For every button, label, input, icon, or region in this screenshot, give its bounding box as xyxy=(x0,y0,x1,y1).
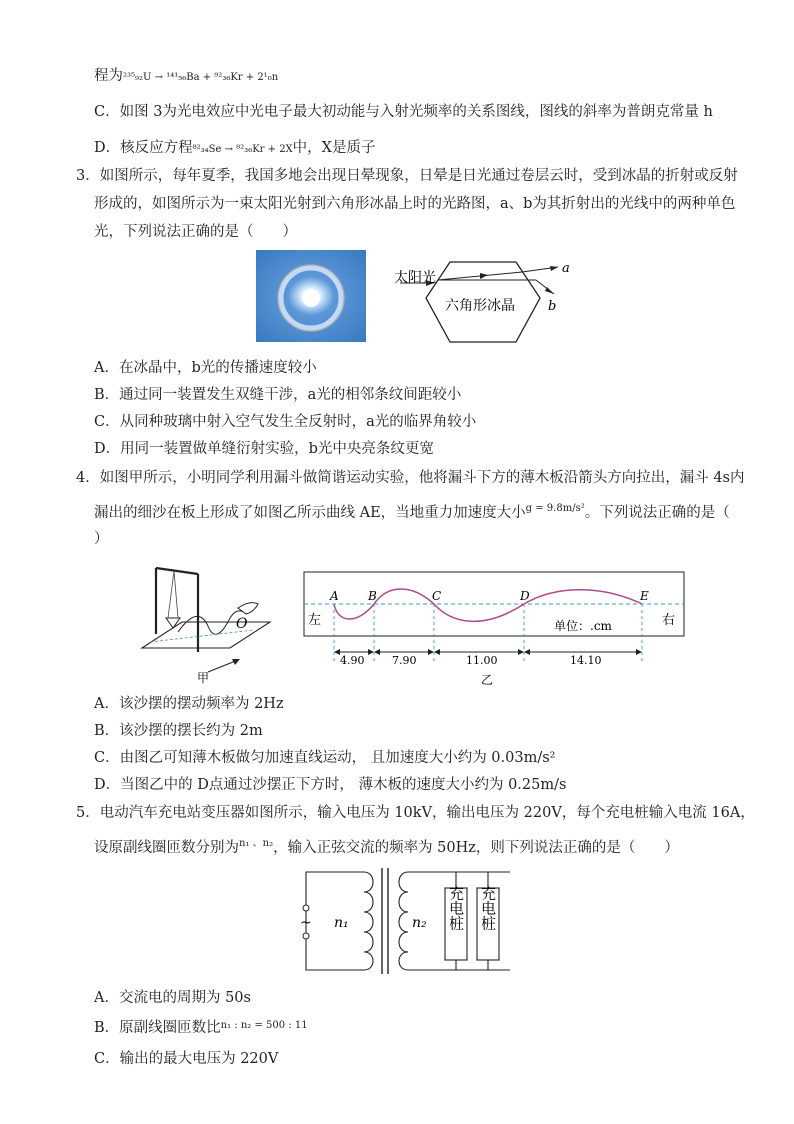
q4-g-value: g = 9.8m/s² xyxy=(525,503,585,514)
point-E: E xyxy=(640,589,649,603)
q2-reaction-line: 程为²³⁵₉₂U → ¹⁴¹₅₆Ba + ⁹²₃₆Kr + 2¹₀n xyxy=(94,68,279,84)
q5-option-a: A．交流电的周期为 50s xyxy=(94,990,251,1006)
q5-option-c: C．输出的最大电压为 220V xyxy=(94,1051,279,1067)
arrow-icon xyxy=(480,273,488,279)
q4-figure-yi xyxy=(300,566,690,690)
q2-option-c: C．如图 3为光电效应中光电子最大初动能与入射光频率的关系图线，图线的斜率为普朗克常量 h xyxy=(94,104,713,120)
segment-BC: 7.90 xyxy=(392,654,417,667)
label-sunlight: 太阳光 xyxy=(394,270,436,286)
q3-stem-line3: 光，下列说法正确的是（ ） xyxy=(94,224,297,240)
q3-crystal-diagram xyxy=(390,250,590,350)
sand-curve xyxy=(334,589,642,621)
q4-option-b: B．该沙摆的摆长约为 2m xyxy=(94,723,263,739)
label-pile-2: 充电桩 xyxy=(479,885,497,931)
sand-trace xyxy=(178,611,244,634)
q4-stem-line2: 漏出的细沙在板上形成了如图乙所示曲线 AE，当地重力加速度大小$^{g = 9.8m/s^2}$。下列说法正确的是（ xyxy=(94,503,730,521)
label-b: b xyxy=(548,299,557,314)
q4-option-c: C．由图乙可知薄木板做匀加速直线运动， 且加速度大小约为 0.03m/s² xyxy=(94,750,556,766)
q5-ratio-equation: n₁ : n₂ = 500 : 11 xyxy=(220,1020,308,1031)
q3-option-b: B．通过同一装置发生双缝干涉，a光的相邻条纹间距较小 xyxy=(94,387,462,403)
label-a: a xyxy=(562,261,570,276)
terminal-bottom xyxy=(303,933,309,939)
label-crystal: 六角形冰晶 xyxy=(445,298,515,314)
label-jia: 甲 xyxy=(197,671,210,685)
wooden-board xyxy=(142,622,270,648)
q5-stem-line2: 设原副线圈匝数分别为$^{n_1 、n_2}$，输入正弦交流的频率为 50Hz，则下列说法正确的是（ ） xyxy=(94,838,679,856)
q2-reaction-equation: ²³⁵₉₂U → ¹⁴¹₅₆Ba + ⁹²₃₆Kr + 2¹₀n xyxy=(123,72,279,83)
q4-stem-line1: 4．如图甲所示，小明同学利用漏斗做简谐运动实验，他将漏斗下方的薄木板沿箭头方向拉出，漏斗 4s内 xyxy=(76,470,745,486)
point-D: D xyxy=(520,589,530,603)
q2-optd-equation: ⁸²₃₄Se → ⁸²₃₆Kr + 2X xyxy=(192,144,293,155)
point-C: C xyxy=(432,589,442,603)
label-yi: 乙 xyxy=(481,673,494,687)
q3-option-c: C．从同种玻璃中射入空气发生全反射时，a光的临界角较小 xyxy=(94,414,477,430)
stand-top xyxy=(156,568,198,574)
hand-icon xyxy=(238,603,258,614)
point-B: B xyxy=(368,589,377,603)
segment-AB: 4.90 xyxy=(340,654,365,667)
q3-stem-line1: 3．如图所示，每年夏季，我国多地会出现日晕现象，日晕是日光通过卷层云时，受到冰晶的折射或反射 xyxy=(76,168,738,184)
terminal-top xyxy=(303,905,309,911)
q3-option-d: D．用同一装置做单缝衍射实验，b光中央亮条纹更宽 xyxy=(94,441,434,457)
q4-option-a: A．该沙摆的摆动频率为 2Hz xyxy=(94,696,284,712)
q3-stem-line2: 形成的，如图所示为一束太阳光射到六角形冰晶上时的光路图，a、b为其折射出的光线中的两种单色 xyxy=(94,196,736,212)
label-right: 右 xyxy=(662,613,676,628)
ac-source-symbol: ~ xyxy=(300,915,312,931)
q4-stem-line3: ） xyxy=(94,531,109,547)
q3-halo-photo xyxy=(256,250,366,342)
q2-option-d: D．核反应方程⁸²₃₄Se → ⁸²₃₆Kr + 2X中，X是质子 xyxy=(94,140,376,156)
segment-DE: 14.10 xyxy=(570,654,602,667)
label-n1: n₁ xyxy=(334,915,349,931)
q5-stem-line1: 5．电动汽车充电站变压器如图所示，输入电压为 10kV，输出电压为 220V，每个充电桩输入电流 16A， xyxy=(76,805,755,821)
primary-coil xyxy=(364,872,373,970)
q3-option-a: A．在冰晶中，b光的传播速度较小 xyxy=(94,360,317,376)
secondary-coil xyxy=(399,872,408,970)
label-O: O xyxy=(236,616,248,632)
q5-transformer-diagram xyxy=(298,864,518,978)
segment-CD: 11.00 xyxy=(466,654,498,667)
q4-option-d: D．当图乙中的 D点通过沙摆正下方时， 薄木板的速度大小约为 0.25m/s xyxy=(94,777,567,793)
label-pile-1: 充电桩 xyxy=(447,885,465,931)
label-n2: n₂ xyxy=(412,915,427,931)
label-unit: 单位：.cm xyxy=(554,619,612,633)
label-left: 左 xyxy=(308,613,322,628)
funnel xyxy=(166,618,180,628)
point-A: A xyxy=(330,589,339,603)
q5-n-symbols: n₁ 、n₂ xyxy=(239,838,274,849)
q5-option-b: B．原副线圈匝数比$^{n_1 : n_2 = 500 : 11}$ xyxy=(94,1020,308,1036)
q4-figure-jia xyxy=(138,560,278,686)
